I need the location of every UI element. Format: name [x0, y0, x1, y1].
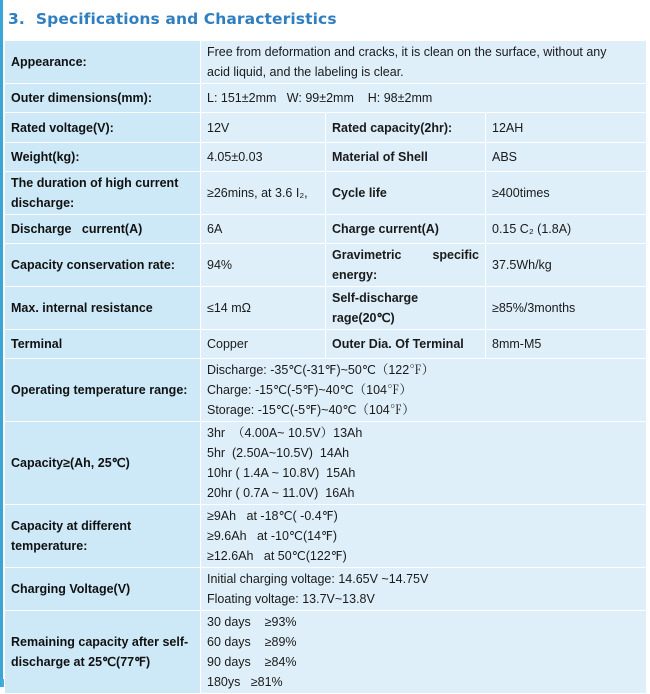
table-row	[5, 143, 647, 172]
section-number: 3.	[8, 10, 25, 28]
spec-label-secondary: Outer Dia. Of Terminal	[326, 330, 486, 359]
table-row	[5, 611, 647, 694]
table-row	[5, 84, 647, 113]
spec-label: Capacity conservation rate:	[5, 244, 201, 287]
value-line: 90 days ≥84%	[207, 655, 297, 669]
spec-value: L: 151±2mm W: 99±2mm H: 98±2mm	[201, 84, 647, 113]
value-line: Storage: -15℃(-5℉)~40℃（104℉）	[207, 403, 415, 417]
value-line: Free from deformation and cracks, it is clean on the surface, without any	[207, 45, 607, 59]
table-row	[5, 422, 647, 505]
spec-value	[201, 359, 647, 422]
spec-value-secondary: ABS	[486, 143, 647, 172]
spec-value	[201, 422, 647, 505]
value-line: 60 days ≥89%	[207, 635, 297, 649]
value-line: Charge: -15℃(-5℉)~40℃（104℉）	[207, 383, 412, 397]
value-line: 180ys ≥81%	[207, 675, 283, 689]
spec-value: 94%	[201, 244, 326, 287]
value-line: Discharge: -35℃(-31℉)~50℃（122℉）	[207, 363, 435, 377]
spec-label: Capacity at different temperature:	[5, 505, 201, 568]
table-row	[5, 568, 647, 611]
specifications-table	[4, 40, 647, 694]
spec-value: ≥26mins, at 3.6 I₂,	[201, 172, 326, 215]
spec-label: Max. internal resistance	[5, 287, 201, 330]
spec-label-secondary	[326, 244, 486, 287]
table-row	[5, 287, 647, 330]
table-row	[5, 215, 647, 244]
spec-label: Terminal	[5, 330, 201, 359]
value-line: acid liquid, and the labeling is clear.	[207, 65, 404, 79]
spec-value-secondary: 12AH	[486, 113, 647, 143]
label-line: rage(20℃)	[332, 311, 395, 325]
spec-value-secondary: ≥85%/3months	[486, 287, 647, 330]
spec-label-secondary: Charge current(A)	[326, 215, 486, 244]
spec-value: ≤14 mΩ	[201, 287, 326, 330]
value-line: 5hr (2.50A~10.5V) 14Ah	[207, 446, 350, 460]
left-accent-bar	[0, 0, 3, 687]
table-row	[5, 41, 647, 84]
table-row	[5, 113, 647, 143]
spec-value-secondary: 8mm-M5	[486, 330, 647, 359]
table-row	[5, 330, 647, 359]
spec-value-secondary: ≥400times	[486, 172, 647, 215]
spec-value	[201, 505, 647, 568]
value-line: Initial charging voltage: 14.65V ~14.75V	[207, 572, 429, 586]
spec-value: 6A	[201, 215, 326, 244]
spec-label-secondary: Rated capacity(2hr):	[326, 113, 486, 143]
spec-label: Charging Voltage(V)	[5, 568, 201, 611]
value-line: 10hr ( 1.4A ~ 10.8V) 15Ah	[207, 466, 356, 480]
value-line: 30 days ≥93%	[207, 615, 297, 629]
table-row	[5, 359, 647, 422]
spec-label: Capacity≥(Ah, 25℃)	[5, 422, 201, 505]
spec-value	[201, 568, 647, 611]
value-line: ≥9.6Ah at -10℃(14℉)	[207, 529, 338, 543]
table-row	[5, 172, 647, 215]
spec-value	[201, 41, 647, 84]
spec-label: Rated voltage(V):	[5, 113, 201, 143]
spec-label: Operating temperature range:	[5, 359, 201, 422]
label-line: energy:	[332, 268, 378, 282]
spec-label: Outer dimensions(mm):	[5, 84, 201, 113]
spec-label: Appearance:	[5, 41, 201, 84]
table-row	[5, 505, 647, 568]
spec-label: The duration of high current discharge:	[5, 172, 201, 215]
spec-label-secondary: Material of Shell	[326, 143, 486, 172]
value-line: 20hr ( 0.7A ~ 11.0V) 16Ah	[207, 486, 355, 500]
value-line: 3hr （4.00A~ 10.5V）13Ah	[207, 426, 363, 440]
spec-label: Discharge current(A)	[5, 215, 201, 244]
spec-label-secondary	[326, 287, 486, 330]
spec-value: 4.05±0.03	[201, 143, 326, 172]
spec-label: Weight(kg):	[5, 143, 201, 172]
spec-value: 12V	[201, 113, 326, 143]
spec-label: Remaining capacity after self-discharge at 25℃(77℉)	[5, 611, 201, 694]
label-line: Gravimetric specific	[332, 248, 479, 262]
value-line: ≥12.6Ah at 50℃(122℉)	[207, 549, 347, 563]
section-title-text: Specifications and Characteristics	[35, 10, 337, 28]
spec-label-secondary: Cycle life	[326, 172, 486, 215]
section-heading	[8, 10, 337, 28]
spec-value	[201, 611, 647, 694]
spec-value: Copper	[201, 330, 326, 359]
spec-value-secondary: 37.5Wh/kg	[486, 244, 647, 287]
value-line: ≥9Ah at -18℃( -0.4℉)	[207, 509, 338, 523]
spec-value-secondary: 0.15 C₂ (1.8A)	[486, 215, 647, 244]
value-line: Floating voltage: 13.7V~13.8V	[207, 592, 375, 606]
table-row	[5, 244, 647, 287]
label-line: Self-discharge	[332, 291, 419, 305]
